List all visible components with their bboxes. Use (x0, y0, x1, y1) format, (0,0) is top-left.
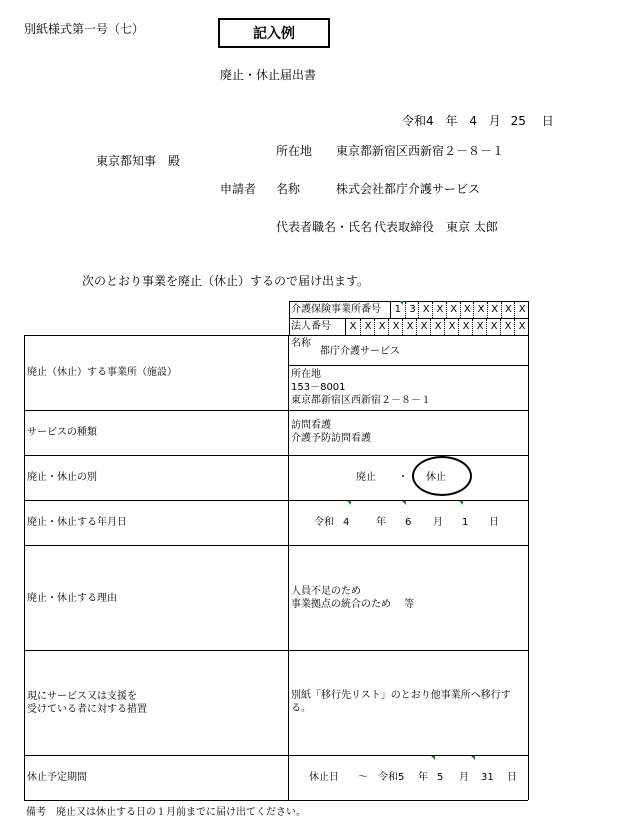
care-number-digit: X (514, 302, 529, 318)
effective-date-year: 4 (343, 517, 350, 528)
service-label: サービスの種類 (27, 427, 97, 438)
care-number-digit: 3 (405, 302, 420, 318)
care-number-digit: X (473, 302, 488, 318)
corp-number-digit: X (349, 321, 357, 332)
facility-address-label: 所在地 (291, 369, 321, 380)
table-line (24, 335, 528, 336)
corp-number-digit: X (430, 319, 445, 335)
date-year-suffix: 年 (445, 114, 458, 128)
facility-label: 廃止（休止）する事業所（施設） (27, 367, 177, 378)
table-line (288, 335, 289, 800)
corp-number-digit: X (388, 319, 403, 335)
table-line (288, 365, 528, 366)
date-month: 4 (469, 114, 477, 128)
corp-number-digit: X (514, 319, 529, 335)
cell-comment-marker (347, 501, 351, 505)
service-line1: 訪問看護 (291, 420, 331, 431)
cell-comment-marker (399, 301, 403, 305)
care-number-digit: X (446, 302, 461, 318)
period-m: 月 (459, 772, 469, 783)
facility-name: 都庁介護サービス (320, 346, 400, 357)
table-line (289, 301, 290, 335)
measures-label-line1: 現にサービス又は支援を (27, 691, 137, 702)
applicant-address: 東京都新宿区西新宿２－８－１ (336, 144, 505, 158)
corp-number-digit: X (500, 319, 515, 335)
date-era: 令和4 (402, 114, 434, 128)
table-line (24, 500, 528, 501)
cell-comment-marker (431, 756, 435, 760)
corp-number-digit: X (416, 319, 431, 335)
corp-number-digits (346, 319, 528, 335)
service-line2: 介護予防訪問看護 (291, 433, 371, 444)
table-line (24, 650, 528, 651)
corp-number-digit: X (472, 319, 487, 335)
cell-comment-marker (459, 501, 463, 505)
care-number-label: 介護保険事業所番号 (291, 304, 381, 315)
facility-postal: 153－8001 (291, 382, 346, 393)
kind-option-abolish: 廃止 (356, 472, 376, 483)
applicant-rep: 代表取締役 東京 太郎 (374, 220, 498, 234)
table-line (528, 301, 529, 800)
applicant-name: 株式会社都庁介護サービス (336, 182, 481, 196)
reason-line1: 人員不足のため (291, 586, 361, 597)
measures-line1: 別紙「移行先リスト」のとおり他事業所へ移行す (291, 690, 511, 701)
corp-number-digit: X (486, 319, 501, 335)
period-label: 休止予定期間 (27, 772, 87, 783)
date-month-suffix: 月 (488, 114, 501, 128)
period-era: 令和5 (378, 772, 405, 783)
cell-comment-marker (471, 756, 475, 760)
date-day: 25 (510, 114, 526, 128)
measures-label-line2: 受けている者に対する措置 (27, 704, 147, 715)
care-number-digit: X (460, 302, 475, 318)
form-id: 別紙様式第一号（七） (24, 22, 145, 36)
effective-date-label: 廃止・休止する年月日 (27, 517, 127, 528)
facility-name-label: 名称 (291, 338, 311, 349)
care-number-digit: X (418, 302, 433, 318)
reason-label: 廃止・休止する理由 (27, 593, 117, 604)
effective-date-month: 6 (405, 517, 412, 528)
cell-comment-marker (402, 501, 406, 505)
table-line (24, 755, 528, 756)
selection-circle (412, 456, 472, 496)
corp-number-digit: X (374, 319, 389, 335)
corp-number-digit: X (444, 319, 459, 335)
period-y: 年 (418, 772, 428, 783)
period-day: 31 (481, 772, 494, 783)
table-line (24, 800, 528, 801)
kind-option-suspend: 休止 (426, 472, 446, 483)
period-prefix: 休止日 (309, 772, 339, 783)
date-day-suffix: 日 (541, 114, 554, 128)
corp-number-digit: X (360, 319, 375, 335)
care-number-digits (391, 302, 528, 318)
effective-date-era: 令和 (314, 517, 334, 528)
care-number-digit: X (432, 302, 447, 318)
period-month: 5 (437, 772, 444, 783)
corp-number-label: 法人番号 (291, 321, 331, 332)
applicant-address-label: 所在地 (276, 144, 313, 158)
measures-line2: る。 (291, 703, 311, 714)
facility-address: 東京都新宿区西新宿２－８－１ (291, 395, 431, 406)
corp-number-digit: X (402, 319, 417, 335)
footnote: 備考 廃止又は休止する日の１月前までに届け出てください。 (26, 807, 306, 818)
applicant-name-label: 名称 (276, 182, 301, 196)
care-number-digit: X (501, 302, 516, 318)
table-line (24, 335, 25, 800)
applicant-rep-label: 代表者職名・氏名 (276, 220, 373, 234)
period-d: 日 (507, 772, 517, 783)
effective-date-y: 年 (376, 517, 386, 528)
intro-text: 次のとおり事業を廃止（休止）するので届け出ます。 (82, 274, 370, 288)
kind-separator: ・ (398, 472, 408, 483)
period-tilde: ～ (358, 772, 368, 783)
effective-date-d: 日 (489, 517, 499, 528)
care-number-digit: X (487, 302, 502, 318)
table-line (24, 455, 528, 456)
effective-date-m: 月 (433, 517, 443, 528)
reason-line2: 事業拠点の統合のため 等 (291, 599, 415, 610)
care-number-digit: 1 (394, 304, 402, 315)
addressee: 東京都知事 殿 (96, 154, 181, 168)
document-title: 廃止・休止届出書 (220, 68, 317, 82)
table-line (24, 410, 528, 411)
submission-date (402, 112, 554, 129)
applicant-role-label: 申請者 (220, 182, 257, 196)
corp-number-digit: X (458, 319, 473, 335)
effective-date-day: 1 (462, 517, 469, 528)
table-line (24, 545, 528, 546)
sample-stamp: 記入例 (218, 18, 330, 48)
kind-label: 廃止・休止の別 (27, 472, 97, 483)
